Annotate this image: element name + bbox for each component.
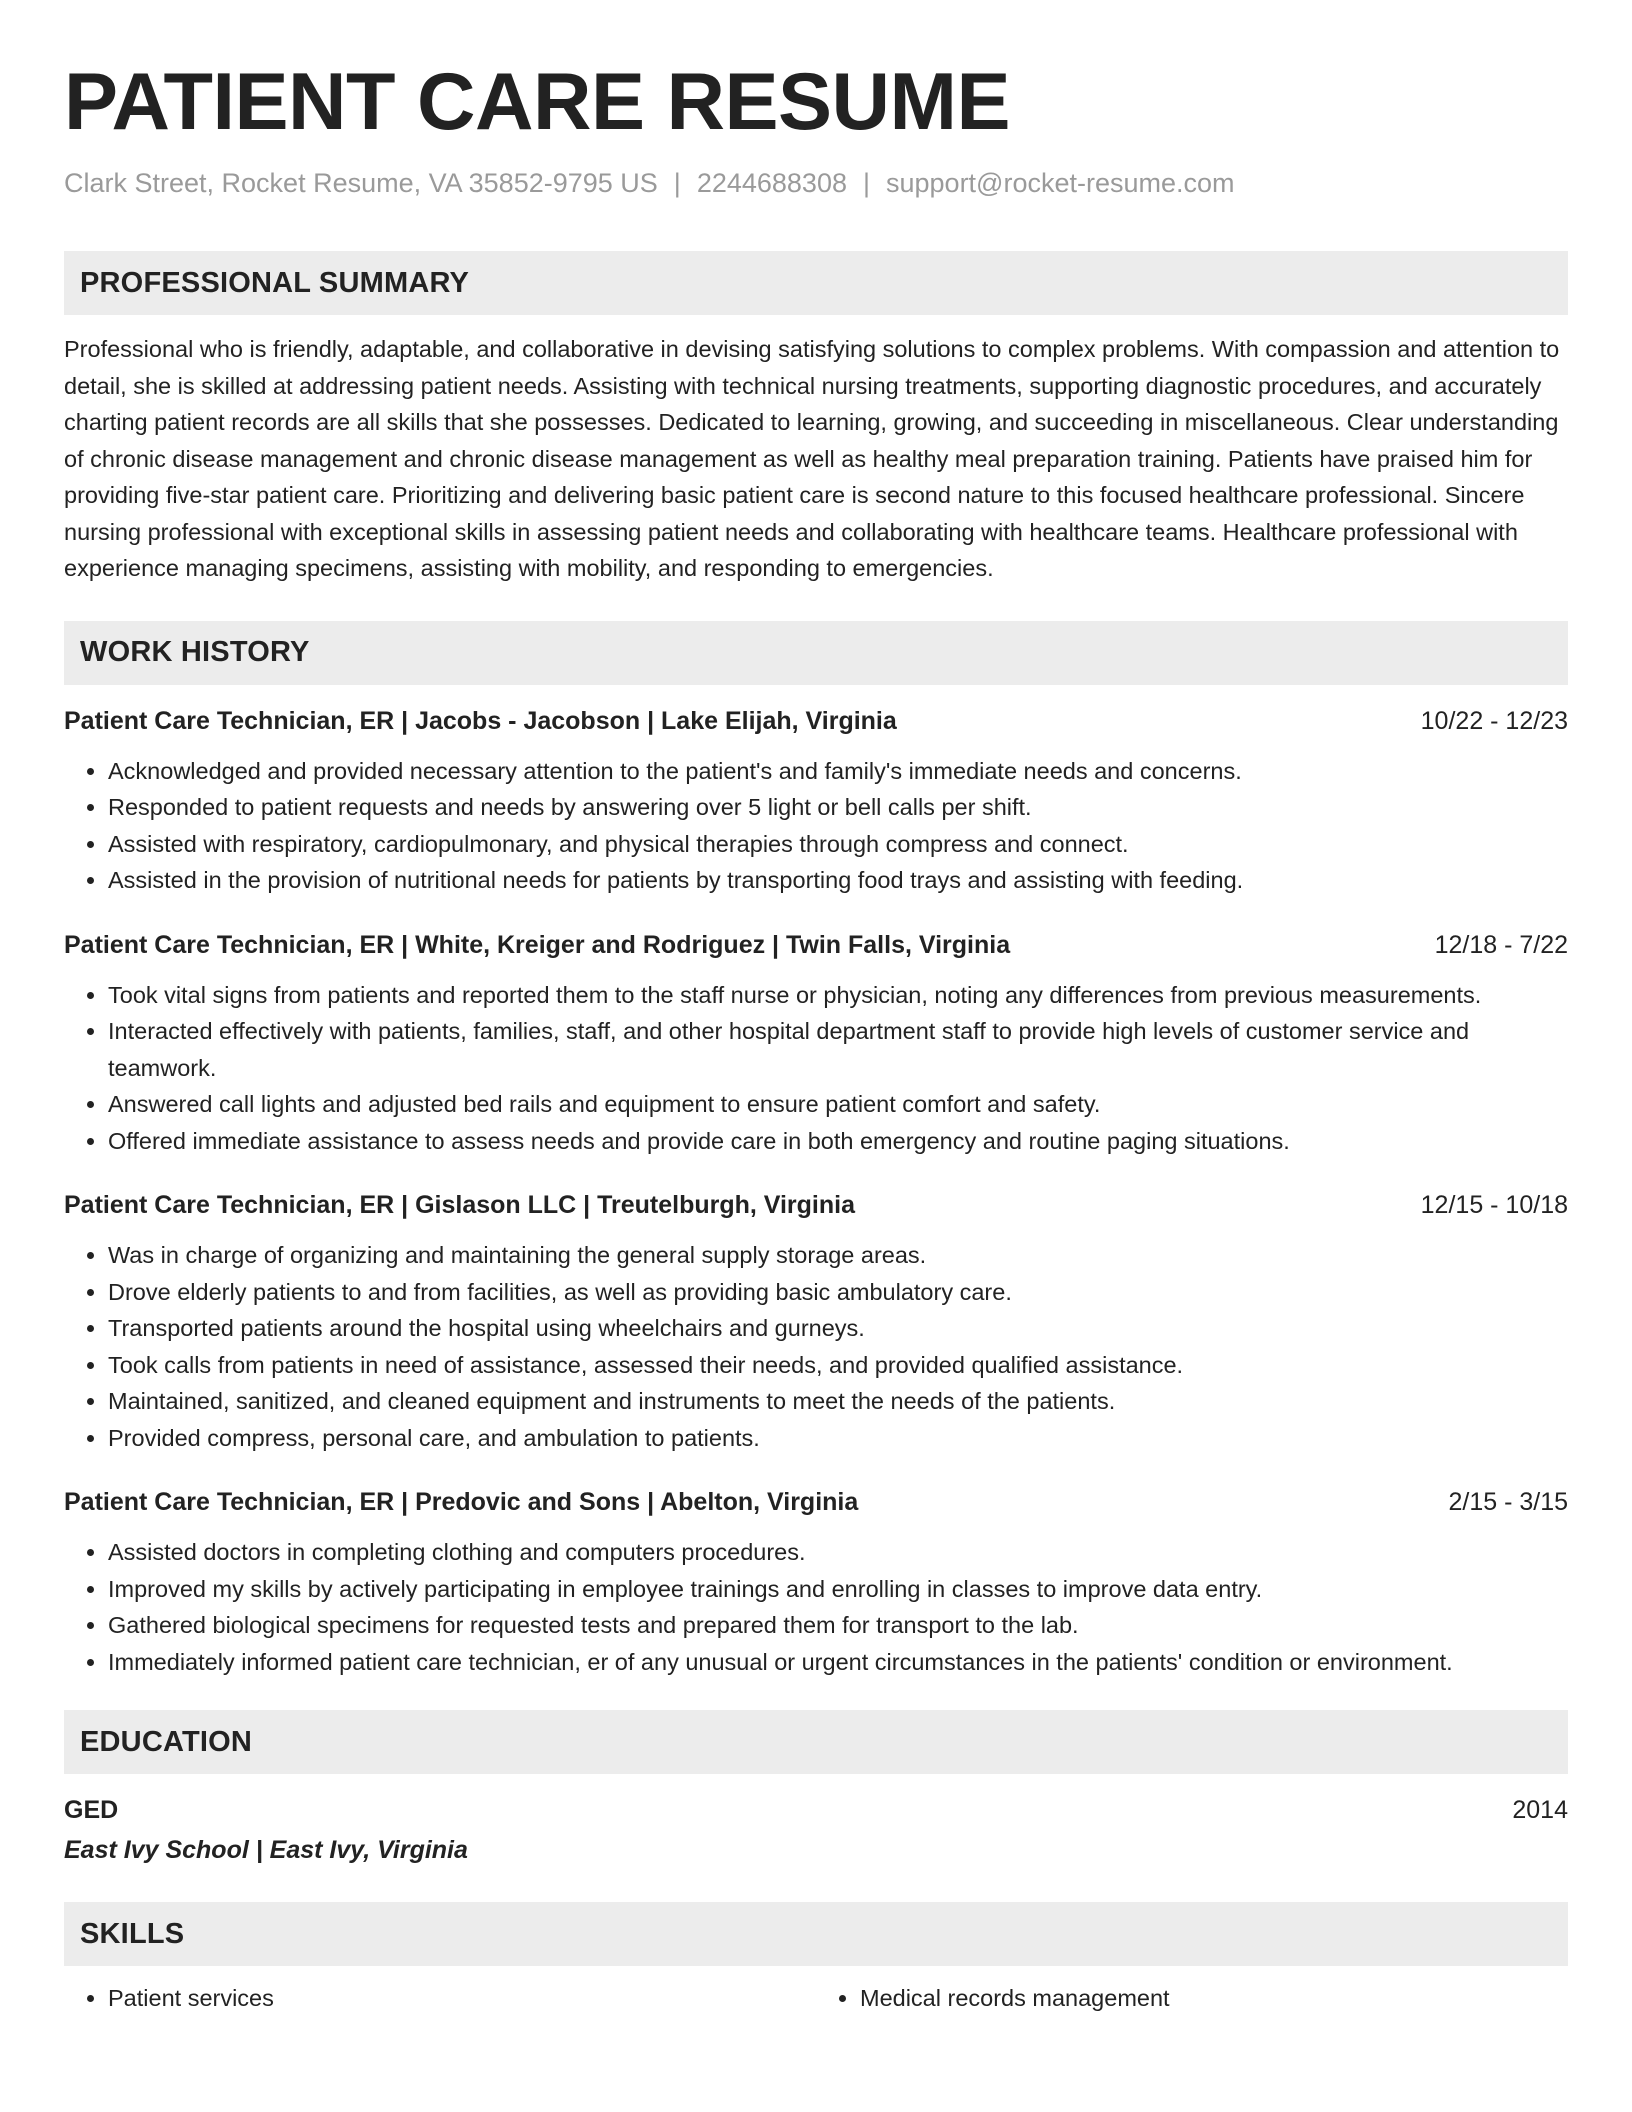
job-bullet: • Interacted effectively with patients, families, staff, and other hospital department staff to provide high levels of customer service and teamwork. <box>108 1013 1568 1086</box>
job-bullets <box>64 977 1568 1160</box>
job-dates: 10/22 - 12/23 <box>1420 706 1568 735</box>
contact-line <box>64 167 1568 199</box>
job-bullet: • Transported patients around the hospital using wheelchairs and gurneys. <box>108 1310 1568 1347</box>
skills-section <box>64 1902 1568 2017</box>
job-dates: 12/18 - 7/22 <box>1434 930 1568 959</box>
contact-email: support@rocket-resume.com <box>886 168 1235 199</box>
education-header <box>64 1792 1568 1828</box>
job-bullet: • Took calls from patients in need of assistance, assessed their needs, and provided qualified assistance. <box>108 1347 1568 1384</box>
job-bullet: • Improved my skills by actively participating in employee trainings and enrolling in classes to improve data entry. <box>108 1571 1568 1608</box>
job-bullets <box>64 1237 1568 1456</box>
job-bullet: • Offered immediate assistance to assess needs and provide care in both emergency and routine paging situations. <box>108 1123 1568 1160</box>
job-bullets <box>64 1534 1568 1680</box>
work-history-section <box>64 621 1568 1681</box>
job-bullet: • Immediately informed patient care technician, er of any unusual or urgent circumstances in the patients' condition or environment. <box>108 1644 1568 1681</box>
contact-address: Clark Street, Rocket Resume, VA 35852-9795 US <box>64 168 658 199</box>
job-header <box>64 1484 1568 1520</box>
job-entry <box>64 927 1568 1160</box>
job-entry <box>64 1484 1568 1680</box>
job-header <box>64 927 1568 963</box>
job-bullet: • Drove elderly patients to and from facilities, as well as providing basic ambulatory care. <box>108 1274 1568 1311</box>
job-dates: 2/15 - 3/15 <box>1448 1488 1568 1517</box>
skill-item: • Medical records management <box>860 1980 1568 2017</box>
skills-grid <box>64 1980 1568 2017</box>
section-heading: WORK HISTORY <box>64 621 1568 685</box>
job-bullet: • Answered call lights and adjusted bed rails and equipment to ensure patient comfort and safety. <box>108 1086 1568 1123</box>
job-header <box>64 703 1568 739</box>
resume-title: PATIENT CARE RESUME <box>64 57 1011 147</box>
job-dates: 12/15 - 10/18 <box>1420 1191 1568 1220</box>
skills-column-right <box>816 1980 1568 2017</box>
skill-item: • Patient services <box>108 1980 816 2017</box>
education-school: East Ivy School | East Ivy, Virginia <box>64 1836 468 1865</box>
job-entry <box>64 1187 1568 1456</box>
job-header <box>64 1187 1568 1223</box>
job-entry <box>64 703 1568 899</box>
education-year: 2014 <box>1512 1796 1568 1825</box>
job-bullet: • Assisted doctors in completing clothing and computers procedures. <box>108 1534 1568 1571</box>
job-bullet: • Assisted with respiratory, cardiopulmonary, and physical therapies through compress and connect. <box>108 826 1568 863</box>
job-bullet: • Took vital signs from patients and reported them to the staff nurse or physician, noting any differences from previous measurements. <box>108 977 1568 1014</box>
job-bullet: • Gathered biological specimens for requested tests and prepared them for transport to the lab. <box>108 1607 1568 1644</box>
skills-column-left <box>64 1980 816 2017</box>
job-bullet: • Acknowledged and provided necessary attention to the patient's and family's immediate needs and concerns. <box>108 753 1568 790</box>
contact-separator: | <box>862 168 870 199</box>
education-entry <box>64 1792 1568 1868</box>
education-section <box>64 1710 1568 1868</box>
section-heading: SKILLS <box>64 1902 1568 1966</box>
job-bullet: • Maintained, sanitized, and cleaned equipment and instruments to meet the needs of the patients. <box>108 1383 1568 1420</box>
section-heading: EDUCATION <box>64 1710 1568 1774</box>
job-title: Patient Care Technician, ER | Gislason LLC | Treutelburgh, Virginia <box>64 1191 856 1220</box>
contact-separator: | <box>673 168 681 199</box>
summary-text: Professional who is friendly, adaptable, and collaborative in devising satisfying solutions to complex problems. With compassion and attention to detail, she is skilled at addressing patient needs. Assisting with technical nursing treatments, supporting diagnostic procedures, and accurately charting patient records are all skills that she possesses. Dedicated to learning, growing, and succeeding in miscellaneous. Clear understanding of chronic disease management and chronic disease management as well as healthy meal preparation training. Patients have praised him for providing five-star patient care. Prioritizing and delivering basic patient care is second nature to this focused healthcare professional. Sincere nursing professional with exceptional skills in assessing patient needs and collaborating with healthcare teams. Healthcare professional with experience managing specimens, assisting with mobility, and responding to emergencies. <box>64 336 1560 582</box>
job-title: Patient Care Technician, ER | White, Kreiger and Rodriguez | Twin Falls, Virginia <box>64 930 1011 959</box>
contact-phone: 2244688308 <box>696 168 847 199</box>
job-bullet: • Provided compress, personal care, and ambulation to patients. <box>108 1420 1568 1457</box>
job-title: Patient Care Technician, ER | Predovic and Sons | Abelton, Virginia <box>64 1488 859 1517</box>
professional-summary-section <box>64 251 1568 587</box>
education-degree: GED <box>64 1796 119 1825</box>
job-bullet: • Assisted in the provision of nutritional needs for patients by transporting food trays and assisting with feeding. <box>108 862 1568 899</box>
section-heading: PROFESSIONAL SUMMARY <box>64 251 1568 315</box>
job-bullets <box>64 753 1568 899</box>
job-bullet: • Was in charge of organizing and maintaining the general supply storage areas. <box>108 1237 1568 1274</box>
job-bullet: • Responded to patient requests and needs by answering over 5 light or bell calls per shift. <box>108 789 1568 826</box>
job-title: Patient Care Technician, ER | Jacobs - Jacobson | Lake Elijah, Virginia <box>64 706 897 735</box>
